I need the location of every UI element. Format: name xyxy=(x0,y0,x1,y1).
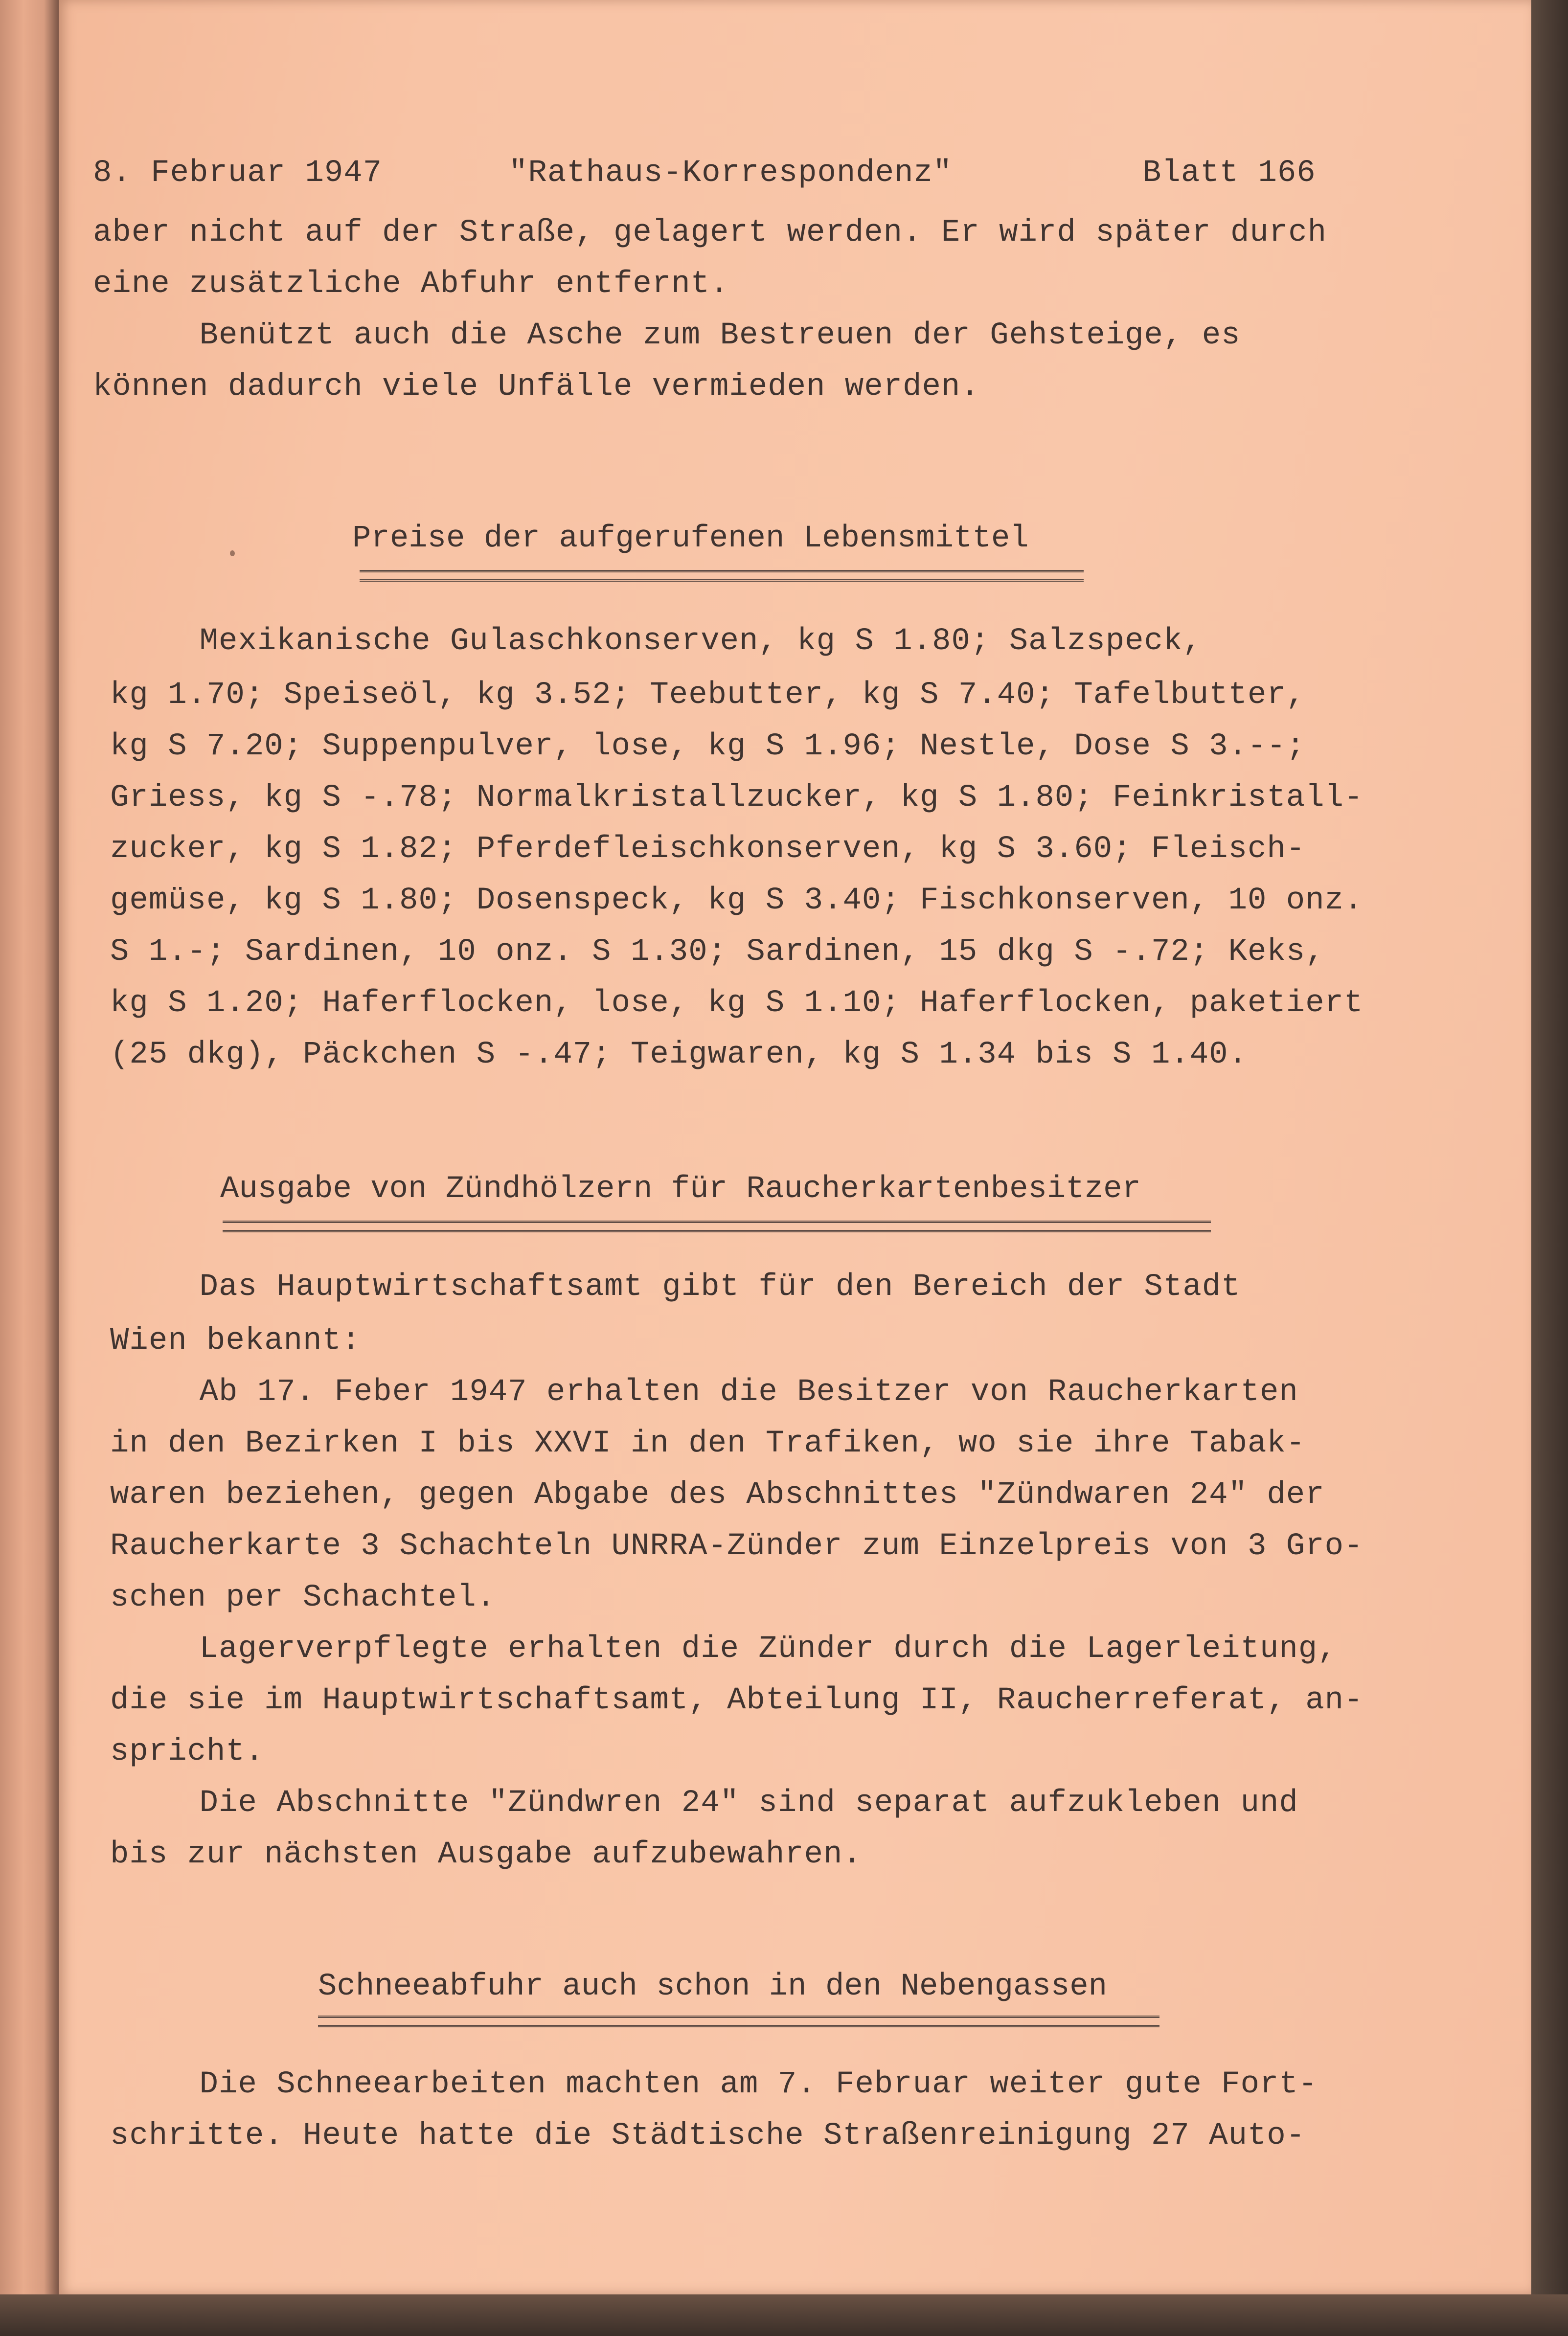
matches-line: waren beziehen, gegen Abgabe des Abschnittes "Zündwaren 24" der xyxy=(110,1477,1325,1513)
header-sheet-number: Blatt 166 xyxy=(1142,156,1316,191)
prices-line: S 1.-; Sardinen, 10 onz. S 1.30; Sardinen, 15 dkg S -.72; Keks, xyxy=(110,934,1325,970)
prices-line: zucker, kg S 1.82; Pferdefleischkonserven, kg S 3.60; Fleisch- xyxy=(110,832,1306,867)
matches-line: schen per Schachtel. xyxy=(110,1580,496,1615)
section-heading-snow: Schneeabfuhr auch schon in den Nebengassen xyxy=(318,1969,1108,2004)
intro-line: eine zusätzliche Abfuhr entfernt. xyxy=(93,267,729,302)
section-heading-matches: Ausgabe von Zündhölzern für Raucherkartenbesitzer xyxy=(220,1172,1141,1207)
book-spine xyxy=(0,0,59,2336)
snow-line: Die Schneearbeiten machten am 7. Februar weiter gute Fort- xyxy=(122,2067,1318,2102)
prices-line: kg S 7.20; Suppenpulver, lose, kg S 1.96; Nestle, Dose S 3.--; xyxy=(110,729,1306,764)
paper-speck xyxy=(230,550,235,556)
background-edge-right xyxy=(1531,0,1568,2336)
prices-line: Mexikanische Gulaschkonserven, kg S 1.80; Salzspeck, xyxy=(122,624,1202,659)
background-edge-bottom xyxy=(0,2294,1568,2336)
prices-line: (25 dkg), Päckchen S -.47; Teigwaren, kg S 1.34 bis S 1.40. xyxy=(110,1037,1248,1072)
snow-line: schritte. Heute hatte die Städtische Straßenreinigung 27 Auto- xyxy=(110,2118,1306,2154)
matches-line: Wien bekannt: xyxy=(110,1323,361,1359)
intro-line: aber nicht auf der Straße, gelagert werden. Er wird später durch xyxy=(93,215,1327,250)
heading-underline xyxy=(360,570,1084,582)
intro-line: können dadurch viele Unfälle vermieden werden. xyxy=(93,369,980,405)
matches-line: Das Hauptwirtschaftsamt gibt für den Bereich der Stadt xyxy=(122,1270,1241,1305)
matches-line: Raucherkarte 3 Schachteln UNRRA-Zünder zum Einzelpreis von 3 Gro- xyxy=(110,1529,1363,1564)
intro-line: Benützt auch die Asche zum Bestreuen der Gehsteige, es xyxy=(122,318,1241,353)
matches-line: bis zur nächsten Ausgabe aufzubewahren. xyxy=(110,1837,862,1872)
header-publication: "Rathaus-Korrespondenz" xyxy=(509,156,953,191)
section-heading-prices: Preise der aufgerufenen Lebensmittel xyxy=(352,521,1029,556)
matches-line: Lagerverpflegte erhalten die Zünder durch die Lagerleitung, xyxy=(122,1632,1337,1667)
prices-line: Griess, kg S -.78; Normalkristallzucker, kg S 1.80; Feinkristall- xyxy=(110,780,1363,816)
prices-line: kg 1.70; Speiseöl, kg 3.52; Teebutter, kg S 7.40; Tafelbutter, xyxy=(110,678,1306,713)
matches-line: die sie im Hauptwirtschaftsamt, Abteilung II, Raucherreferat, an- xyxy=(110,1683,1363,1718)
heading-underline xyxy=(223,1221,1211,1232)
prices-line: gemüse, kg S 1.80; Dosenspeck, kg S 3.40; Fischkonserven, 10 onz. xyxy=(110,883,1363,918)
matches-line: in den Bezirken I bis XXVI in den Trafiken, wo sie ihre Tabak- xyxy=(110,1426,1306,1461)
prices-line: kg S 1.20; Haferflocken, lose, kg S 1.10; Haferflocken, paketiert xyxy=(110,986,1363,1021)
matches-line: Die Abschnitte "Zündwren 24" sind separat aufzukleben und xyxy=(122,1786,1298,1821)
heading-underline xyxy=(318,2016,1159,2027)
header-date: 8. Februar 1947 xyxy=(93,156,383,191)
matches-line: Ab 17. Feber 1947 erhalten die Besitzer von Raucherkarten xyxy=(122,1375,1298,1410)
matches-line: spricht. xyxy=(110,1734,265,1769)
